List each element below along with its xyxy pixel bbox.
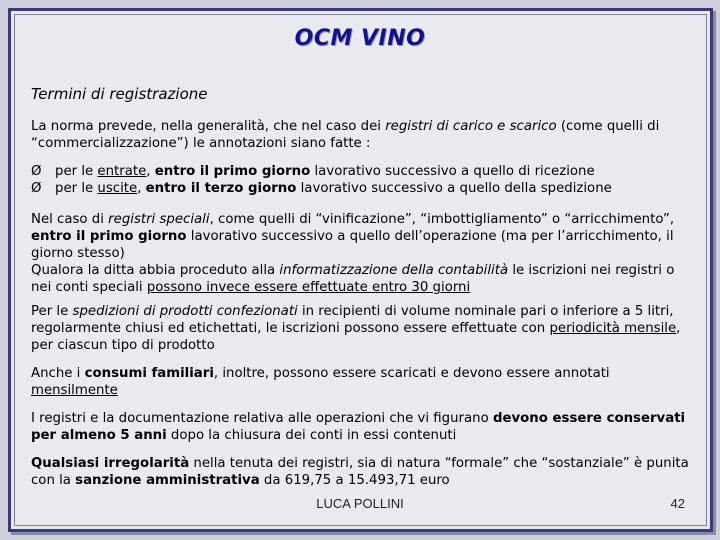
text-run: La norma prevede, nella generalità, che nel caso dei xyxy=(31,119,386,134)
paragraph-intro xyxy=(31,118,691,152)
paragraph-sanzioni: Qualsiasi irregolarità nella tenuta dei registri, sia di natura “formale” che “sostanziale” è punita con la sanzione amministrativa da 619,75 a 15.493,71 euro xyxy=(31,456,689,488)
paragraph-spedizioni: Per le spedizioni di prodotti confezionati in recipienti di volume nominale pari o inferiore a 5 litri, regolarmente chiusi ed etichettati, le iscrizioni possono essere effettuate con periodicità mensile, per ciascun tipo di prodotto xyxy=(31,304,681,353)
slide-title: OCM VINO xyxy=(294,26,426,51)
arrow-bullet-icon: Ø xyxy=(31,164,42,179)
paragraph-registri-speciali: Nel caso di registri speciali, come quelli di “vinificazione”, “imbottigliamento” o “arricchimento”, entro il primo giorno lavorativo successivo a quello dell’operazione (ma per l’arricchimento, il giorno stesso) Qualora la ditta abbia proceduto alla informatizzazione della contabilità le iscrizioni nei registri o nei conti speciali possono invece essere effettuate entro 30 giorni xyxy=(31,212,675,295)
slide-subtitle: Termini di registrazione xyxy=(31,85,208,103)
bullet-text: per le uscite, entro il terzo giorno lavorativo successivo a quello della spedizione xyxy=(55,181,612,196)
arrow-bullet-icon: Ø xyxy=(31,181,42,196)
footer-author: LUCA POLLINI xyxy=(316,496,404,511)
page-number: 42 xyxy=(670,496,685,511)
bullet-item-entrate xyxy=(31,163,691,180)
paragraph-consumi: Anche i consumi familiari, inoltre, possono essere scaricati e devono essere annotati mensilmente xyxy=(31,366,610,398)
paragraph-conservazione: I registri e la documentazione relativa alle operazioni che vi figurano devono essere conservati per almeno 5 anni dopo la chiusura dei conti in essi contenuti xyxy=(31,411,686,443)
bullet-list xyxy=(31,163,691,197)
bullet-text: per le entrate, entro il primo giorno lavorativo successivo a quello di ricezione xyxy=(55,164,595,179)
text-run: (come quelli di “commercializzazione”) le annotazioni siano fatte : xyxy=(31,119,660,151)
text-run-italic: registri di carico e scarico xyxy=(385,119,557,134)
bullet-item-uscite xyxy=(31,180,691,197)
